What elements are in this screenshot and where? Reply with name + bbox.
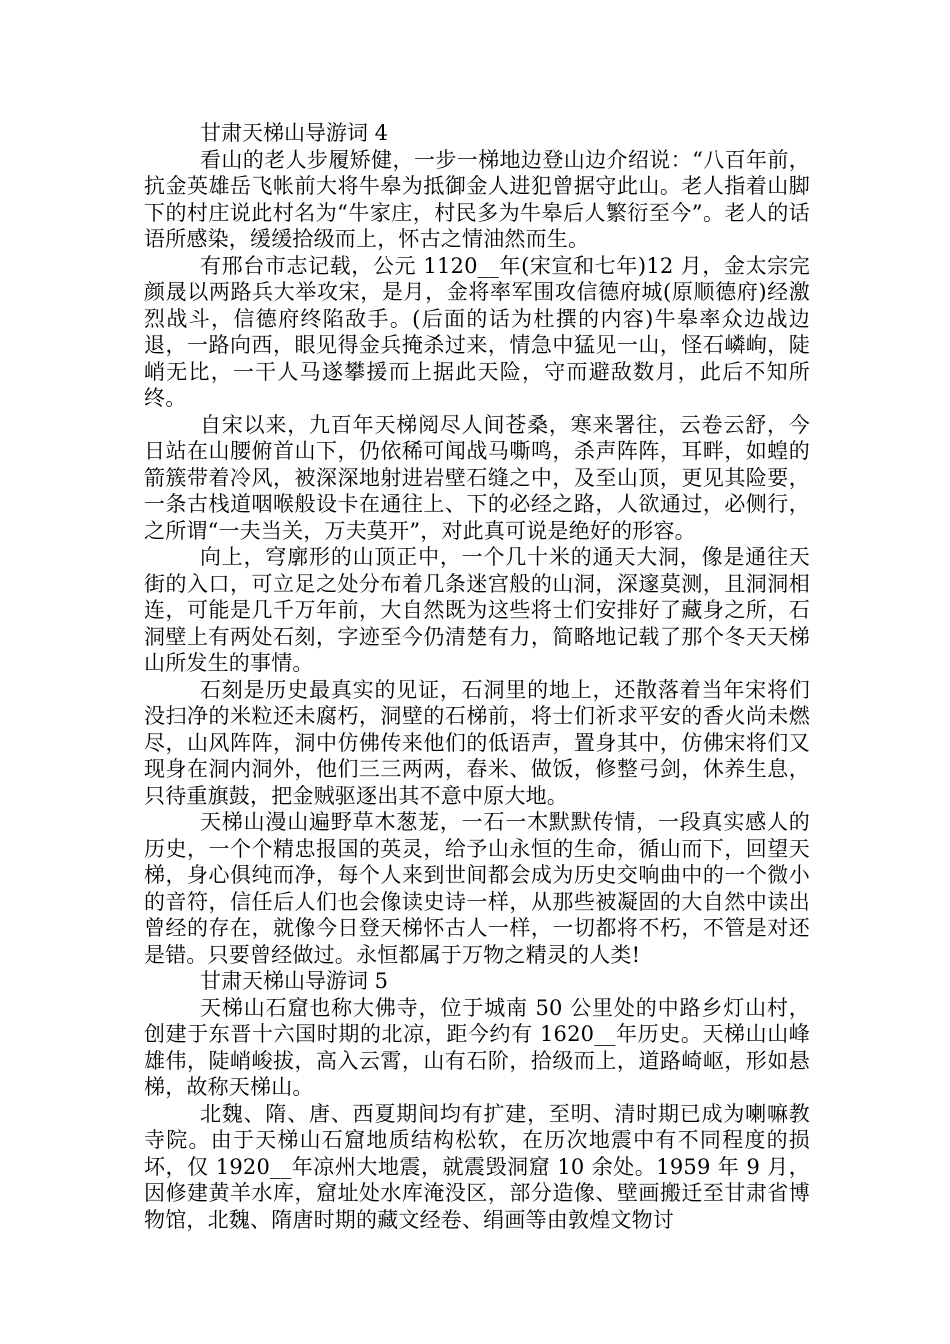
paragraph: 天梯山漫山遍野草木葱茏，一石一木默默传情，一段真实感人的历史，一个个精忠报国的英灵，给予山永恒的生命，循山而下，回望天梯，身心俱纯而净，每个人来到世间都会成为历史交响曲中的一个微小的音符，信任后人们也会像读史诗一样，从那些被凝固的大自然中读出曾经的存在，就像今日登天梯怀古人一样，一切都将不朽，不管是对还是错。只要曾经做过。永恒都属于万物之精灵的人类! (144, 810, 810, 967)
paragraph: 向上，穹廓形的山顶正中，一个几十米的通天大洞，像是通往天街的入口，可立足之处分布着几条迷宫般的山洞，深邃莫测，且洞洞相连，可能是几千万年前，大自然既为这些将士们安排好了藏身之所，石洞壁上有两处石刻，字迹至今仍清楚有力，简略地记载了那个冬天天梯山所发生的事情。 (144, 545, 810, 675)
section-heading: 甘肃天梯山导游词 4 (200, 121, 389, 145)
section-heading: 甘肃天梯山导游词 5 (200, 969, 389, 993)
paragraph: 看山的老人步履矫健，一步一梯地边登山边介绍说：“八百年前，抗金英雄岳飞帐前大将牛皋为抵御金人进犯曾据守此山。老人指着山脚下的村庄说此村名为“牛家庄，村民多为牛皋后人繁衍至今”。老人的话语所感染，缓缓拾级而上，怀古之情油然而生。 (144, 147, 810, 251)
paragraph: 自宋以来，九百年天梯阅尽人间苍桑，寒来署往，云卷云舒，今日站在山腰俯首山下，仍依稀可闻战马嘶鸣，杀声阵阵，耳畔，如蝗的箭簇带着冷风，被深深地射进岩壁石缝之中，及至山顶，更见其险要，一条古栈道咽喉般设卡在通往上、下的必经之路，人欲通过，必侧行，之所谓“一夫当关，万夫莫开”，对此真可说是绝好的形容。 (144, 412, 810, 543)
paragraph: 北魏、隋、唐、西夏期间均有扩建，至明、清时期已成为喇嘛教寺院。由于天梯山石窟地质结构松软，在历次地震中有不同程度的损坏，仅 1920__年凉州大地震，就震毁洞窟 10 余处。1959 年 9 月，因修建黄羊水库，窟址处水库淹没区，部分造像、壁画搬迁至甘肃省博物馆，北魏、隋唐时期的藏文经卷、绢画等由敦煌文物讨 (144, 1101, 810, 1232)
paragraph: 有邢台市志记载，公元 1120__年(宋宣和七年)12 月，金太宗完颜晟以两路兵大举攻宋，是月，金将率军围攻信德府城(原顺德府)经激烈战斗，信德府终陷敌手。(后面的话为杜撰的内容)牛皋率众边战边退，一路向西，眼见得金兵掩杀过来，情急中猛见一山，怪石嶙峋，陡峭无比，一干人马遂攀援而上据此天险，守而避敌数月，此后不知所终。 (144, 253, 810, 410)
paragraph: 石刻是历史最真实的见证，石洞里的地上，还散落着当年宋将们没扫净的米粒还未腐朽，洞壁的石梯前，将士们祈求平安的香火尚未燃尽，山风阵阵，洞中仿佛传来他们的低语声，置身其中，仿佛宋将们又现身在洞内洞外，他们三三两两，舂米、做饭，修整弓剑，休养生息，只待重旗鼓，把金贼驱逐出其不意中原大地。 (144, 677, 810, 808)
paragraph: 天梯山石窟也称大佛寺，位于城南 50 公里处的中路乡灯山村，创建于东晋十六国时期的北凉，距今约有 1620__年历史。天梯山山峰雄伟，陡峭峻拔，高入云霄，山有石阶，拾级而上，道路崎岖，形如悬梯，故称天梯山。 (144, 995, 810, 1099)
document-page (144, 120, 810, 1233)
